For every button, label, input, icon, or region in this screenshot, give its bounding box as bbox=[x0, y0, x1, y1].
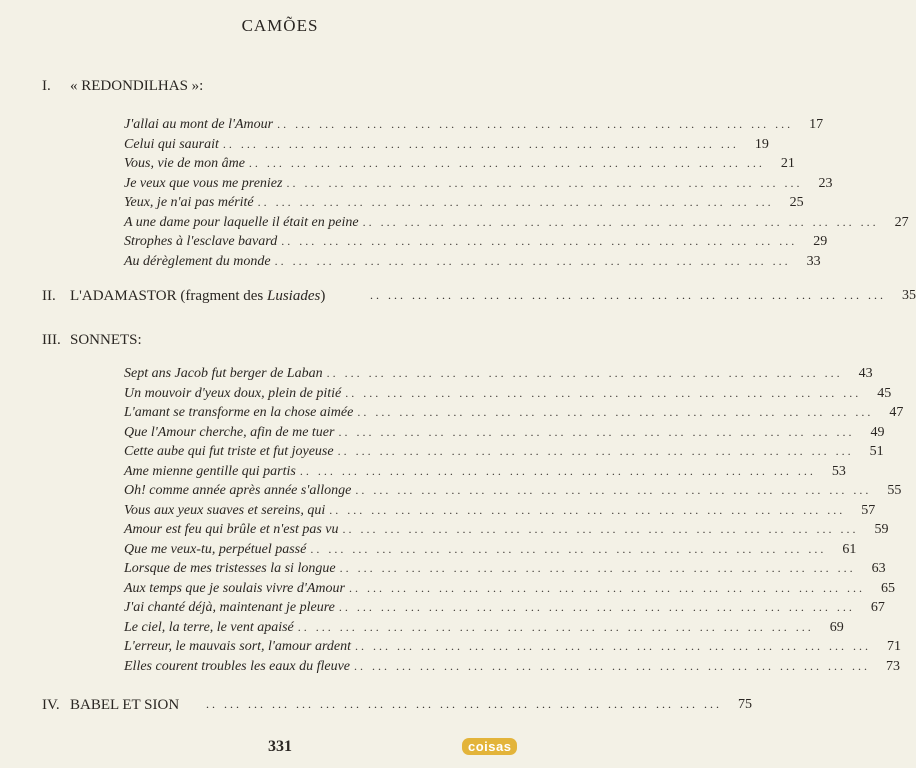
toc-entry bbox=[124, 117, 824, 137]
section-title-close: ) bbox=[320, 288, 326, 304]
dot-leader: .. ... ... ... ... ... ... ... ... ... ... ... ... ... ... ... ... ... ... ... ... ... bbox=[281, 234, 798, 248]
entry-title: Que l'Amour cherche, afin de me tuer bbox=[124, 424, 335, 440]
section-numeral: III. bbox=[42, 332, 61, 348]
dot-leader: .. ... ... ... ... ... ... ... ... ... ... ... ... ... ... ... ... ... ... ... ... ... bbox=[299, 463, 816, 478]
page-ref: 59 bbox=[874, 522, 889, 537]
entry-title: L'amant se transforme en la chose aimée bbox=[124, 405, 354, 420]
toc-entry bbox=[124, 195, 804, 215]
page-ref: 53 bbox=[831, 463, 846, 479]
toc-entry bbox=[124, 619, 844, 640]
section-numeral: II. bbox=[42, 288, 56, 304]
toc-entry bbox=[124, 444, 884, 464]
dot-leader: .. ... ... ... ... ... ... ... ... ... ... ... ... ... ... ... ... ... ... ... ... ... bbox=[362, 214, 879, 229]
page-ref: 27 bbox=[894, 214, 909, 230]
dot-leader: .. ... ... ... ... ... ... ... ... ... ... ... ... ... ... ... ... ... ... ... ... ... bbox=[345, 385, 862, 400]
page-ref: 45 bbox=[877, 385, 892, 401]
entry-title: Cette aube qui fut triste et fut joyeuse bbox=[124, 444, 334, 459]
section-numeral: IV. bbox=[42, 697, 60, 713]
page-ref: 63 bbox=[871, 561, 886, 576]
dot-leader: .. ... ... ... ... ... ... ... ... ... ... ... ... ... ... ... ... ... ... ... ... ... bbox=[274, 253, 791, 268]
entry-title: Un mouvoir d'yeux doux, plein de pitié bbox=[124, 385, 342, 401]
dot-leader: .. ... ... ... ... ... ... ... ... ... ... ... ... ... ... ... ... ... ... ... ... ... bbox=[277, 117, 794, 131]
page-ref: 17 bbox=[809, 117, 824, 132]
page-title: CAMÕES bbox=[241, 16, 319, 35]
toc-entry bbox=[124, 639, 902, 659]
toc-entry bbox=[124, 234, 828, 254]
dot-leader: .. ... ... ... ... ... ... ... ... ... ... ... ... ... ... ... ... ... ... ... ... ... bbox=[222, 136, 739, 151]
entry-title: Celui qui saurait bbox=[124, 136, 219, 152]
section-heading-babel bbox=[42, 697, 179, 714]
page-ref: 57 bbox=[861, 502, 876, 518]
dot-leader: .. ... ... ... ... ... ... ... ... ... ... ... ... ... ... ... ... ... ... ... ... ... bbox=[338, 600, 855, 614]
toc-entry bbox=[124, 483, 902, 503]
page-ref: 61 bbox=[842, 541, 857, 557]
page-ref: 51 bbox=[869, 444, 884, 459]
section-heading-redondilhas bbox=[42, 78, 203, 95]
toc-entry bbox=[124, 561, 886, 581]
entry-title: J'ai chanté déjà, maintenant je pleure bbox=[124, 600, 335, 615]
dot-leader: .. ... ... ... ... ... ... ... ... ... ... ... ... ... ... ... ... ... ... ... ... ... bbox=[297, 619, 814, 634]
toc-entry bbox=[124, 214, 909, 235]
toc-entry bbox=[124, 580, 895, 601]
section-title: « REDONDILHAS »: bbox=[70, 78, 204, 94]
section-title-text: L'ADAMASTOR (fragment des bbox=[70, 288, 264, 304]
section-title: BABEL ET SION bbox=[70, 697, 180, 713]
entry-title: Que me veux-tu, perpétuel passé bbox=[124, 541, 307, 557]
page-ref: 67 bbox=[870, 600, 885, 615]
section-title-italic: Lusiades bbox=[267, 288, 321, 304]
toc-entry bbox=[124, 424, 885, 445]
page-ref: 75 bbox=[738, 697, 752, 712]
toc-entry bbox=[124, 405, 904, 425]
toc-leader-adamastor bbox=[370, 288, 916, 308]
section-heading-sonnets bbox=[42, 332, 142, 349]
dot-leader: .. ... ... ... ... ... ... ... ... ... ... ... ... ... ... ... ... ... ... ... ... ... bbox=[248, 156, 765, 170]
dot-leader: .. ... ... ... ... ... ... ... ... ... ... ... ... ... ... ... ... ... ... ... ... ... bbox=[326, 366, 843, 380]
entry-title: Aux temps que je soulais vivre d'Amour bbox=[124, 580, 345, 596]
entry-title: Elles courent troubles les eaux du fleuve bbox=[124, 658, 351, 674]
section-title: SONNETS: bbox=[70, 332, 142, 348]
dot-leader: .. ... ... ... ... ... ... ... ... ... ... ... ... ... ... ... ... ... ... ... ... ... bbox=[355, 639, 872, 653]
entry-title: Le ciel, la terre, le vent apaisé bbox=[124, 619, 294, 635]
dot-leader: .. ... ... ... ... ... ... ... ... ... ... ... ... ... ... ... ... ... ... ... ... ... bbox=[357, 405, 874, 419]
toc-entry bbox=[124, 136, 769, 157]
toc-entry bbox=[124, 502, 876, 523]
page-ref: 19 bbox=[754, 136, 769, 152]
dot-leader: .. ... ... ... ... ... ... ... ... ... ... ... ... ... ... ... ... ... ... ... ... ... bbox=[342, 522, 859, 536]
page-ref: 21 bbox=[780, 156, 795, 171]
dot-leader: .. ... ... ... ... ... ... ... ... ... ... ... ... ... ... ... ... ... ... ... ... ... bbox=[354, 658, 871, 673]
page-ref: 47 bbox=[889, 405, 904, 420]
dot-leader: .. ... ... ... ... ... ... ... ... ... ... ... ... ... ... ... ... ... ... ... ... ... bbox=[370, 288, 886, 302]
watermark-logo: coisas bbox=[462, 738, 517, 755]
dot-leader: .. ... ... ... ... ... ... ... ... ... ... ... ... ... ... ... ... ... ... ... ... ... bbox=[329, 502, 846, 517]
page-ref: 65 bbox=[881, 580, 895, 596]
entry-title: A une dame pour laquelle il était en peine bbox=[124, 214, 359, 230]
page-ref: 23 bbox=[818, 175, 833, 191]
toc-entry bbox=[124, 366, 873, 386]
toc-entry bbox=[124, 541, 857, 562]
dot-leader: .. ... ... ... ... ... ... ... ... ... ... ... ... ... ... ... ... ... ... ... ... ... bbox=[310, 541, 827, 556]
dot-leader: .. ... ... ... ... ... ... ... ... ... ... ... ... ... ... ... ... ... ... ... ... ... bbox=[349, 580, 865, 595]
dot-leader: .. ... ... ... ... ... ... ... ... ... ... ... ... ... ... ... ... ... ... ... ... ... bbox=[337, 444, 854, 458]
entry-title: Sept ans Jacob fut berger de Laban bbox=[124, 366, 323, 381]
page-ref: 49 bbox=[870, 424, 885, 440]
entry-title: Je veux que vous me preniez bbox=[124, 175, 283, 191]
entry-title: Amour est feu qui brûle et n'est pas vu bbox=[124, 522, 339, 537]
toc-entry bbox=[124, 600, 885, 620]
entry-title: Lorsque de mes tristesses la si longue bbox=[124, 561, 336, 576]
toc-entry bbox=[124, 175, 833, 196]
page-ref: 55 bbox=[887, 483, 902, 498]
page-ref: 25 bbox=[789, 195, 804, 210]
entry-title: L'erreur, le mauvais sort, l'amour ardent bbox=[124, 639, 352, 654]
page-ref: 73 bbox=[886, 658, 901, 674]
toc-entry bbox=[124, 522, 889, 542]
entry-title: Vous aux yeux suaves et sereins, qui bbox=[124, 502, 326, 518]
page-number: 331 bbox=[268, 738, 292, 755]
section-numeral: I. bbox=[42, 78, 51, 94]
entry-title: Au dérèglement du monde bbox=[124, 253, 271, 269]
dot-leader: .. ... ... ... ... ... ... ... ... ... ... ... ... ... ... ... ... ... ... ... ... ... bbox=[286, 175, 803, 190]
toc-entry bbox=[124, 658, 901, 679]
dot-leader: .. ... ... ... ... ... ... ... ... ... ... ... ... ... ... ... ... ... ... ... ... ... bbox=[338, 424, 855, 439]
dot-leader: .. ... ... ... ... ... ... ... ... ... ... ... ... ... ... ... ... ... ... ... ... ... bbox=[339, 561, 856, 575]
toc-entry bbox=[124, 385, 892, 406]
page-ref: 43 bbox=[858, 366, 873, 381]
entry-title: Ame mienne gentille qui partis bbox=[124, 463, 296, 479]
entry-title: Strophes à l'esclave bavard bbox=[124, 234, 278, 249]
entry-title: J'allai au mont de l'Amour bbox=[124, 117, 274, 132]
page-ref: 29 bbox=[813, 234, 828, 249]
toc-leader-babel bbox=[206, 697, 752, 717]
toc-entry bbox=[124, 156, 795, 176]
section-title bbox=[70, 288, 325, 305]
dot-leader: .. ... ... ... ... ... ... ... ... ... ... ... ... ... ... ... ... ... ... ... ... ... bbox=[257, 195, 774, 209]
entry-title: Vous, vie de mon âme bbox=[124, 156, 245, 171]
toc-entry bbox=[124, 253, 821, 274]
page-ref: 33 bbox=[806, 253, 821, 269]
dot-leader: .. ... ... ... ... ... ... ... ... ... ... ... ... ... ... ... ... ... ... ... ... ... bbox=[206, 697, 722, 711]
page-ref: 35 bbox=[902, 288, 916, 303]
page-ref: 69 bbox=[829, 619, 844, 635]
entry-title: Oh! comme année après année s'allonge bbox=[124, 483, 352, 498]
entry-title: Yeux, je n'ai pas mérité bbox=[124, 195, 254, 210]
toc-entry bbox=[124, 463, 846, 484]
page-ref: 71 bbox=[887, 639, 902, 654]
dot-leader: .. ... ... ... ... ... ... ... ... ... ... ... ... ... ... ... ... ... ... ... ... ... bbox=[355, 483, 872, 497]
